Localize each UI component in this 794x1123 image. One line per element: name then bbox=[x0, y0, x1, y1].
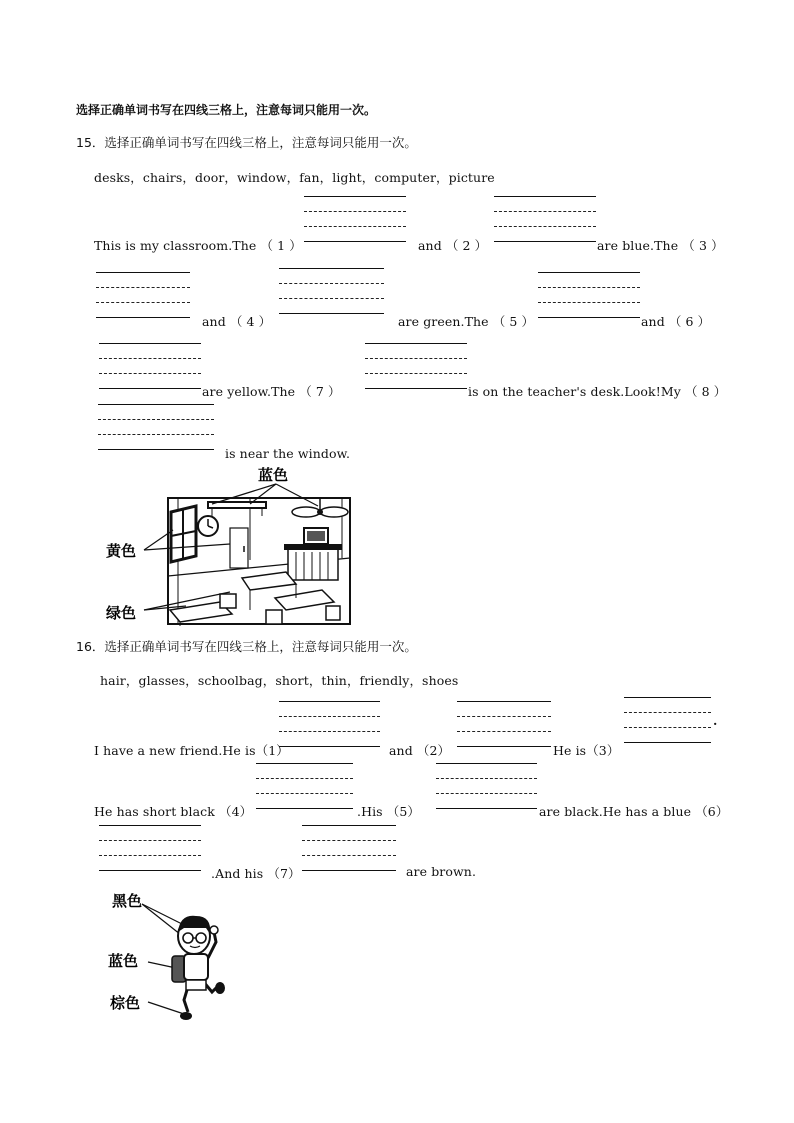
q15-blank-8[interactable] bbox=[98, 404, 214, 452]
q15-line2-text-b: are green.The （ 5 ） bbox=[398, 314, 535, 329]
q16-line3-text-a: .And his （7） bbox=[211, 866, 301, 881]
q15-line2-text-c: and （ 6 ） bbox=[641, 314, 711, 329]
q15-line2-text-a: and （ 4 ） bbox=[202, 314, 272, 329]
q16-blank-4[interactable] bbox=[256, 763, 353, 811]
q16-line1-period: . bbox=[713, 713, 718, 728]
q16-line1-text-a: I have a new friend.He is（1） bbox=[94, 743, 289, 758]
page-heading: 选择正确单词书写在四线三格上，注意每词只能用一次。 bbox=[76, 103, 377, 117]
wall-clock-icon bbox=[198, 516, 218, 536]
q15-line1-text-a: This is my classroom.The （ 1 ） bbox=[94, 238, 302, 253]
q15-blank-2[interactable] bbox=[494, 196, 596, 244]
q16-line3-text-b: are brown. bbox=[406, 864, 477, 879]
q16-blank-3[interactable] bbox=[624, 697, 711, 745]
q15-title: 15．选择正确单词书写在四线三格上，注意每词只能用一次。 bbox=[76, 135, 417, 150]
q15-line1-text-c: are blue.The （ 3 ） bbox=[597, 238, 724, 253]
q16-blank-6[interactable] bbox=[99, 825, 201, 873]
q15-line1-text-b: and （ 2 ） bbox=[418, 238, 488, 253]
q16-blank-1[interactable] bbox=[279, 701, 380, 749]
q16-blank-7[interactable] bbox=[302, 825, 396, 873]
q15-blank-7[interactable] bbox=[365, 343, 467, 391]
teachers-desk-icon bbox=[284, 544, 342, 580]
q15-label-green: 绿色 bbox=[106, 604, 137, 622]
q16-label-brown: 棕色 bbox=[110, 994, 141, 1012]
q16-line1-text-b: and （2） bbox=[389, 743, 451, 758]
boy-illustration bbox=[104, 884, 244, 1029]
q15-blank-5[interactable] bbox=[538, 272, 640, 320]
boy-head-icon bbox=[178, 916, 210, 954]
q15-blank-4[interactable] bbox=[279, 268, 384, 316]
q16-blank-2[interactable] bbox=[457, 701, 551, 749]
q16-line1-text-c: He is（3） bbox=[553, 743, 620, 758]
q15-line3-text-a: are yellow.The （ 7 ） bbox=[202, 384, 341, 399]
q15-line4-text-a: is near the window. bbox=[225, 446, 351, 461]
classroom-illustration bbox=[100, 460, 360, 630]
q15-label-blue: 蓝色 bbox=[258, 466, 289, 484]
q16-title: 16．选择正确单词书写在四线三格上，注意每词只能用一次。 bbox=[76, 639, 417, 654]
window-icon bbox=[171, 506, 196, 562]
q15-line3-text-b: is on the teacher's desk.Look!My （ 8 ） bbox=[468, 384, 727, 399]
q15-blank-6[interactable] bbox=[99, 343, 201, 391]
q16-label-black: 黑色 bbox=[112, 892, 143, 910]
q16-label-blue: 蓝色 bbox=[108, 952, 139, 970]
q15-blank-3[interactable] bbox=[96, 272, 190, 320]
q16-line2-text-a: He has short black （4） bbox=[94, 804, 253, 819]
q16-line2-text-b: .His （5） bbox=[357, 804, 421, 819]
q16-word-bank: hair，glasses，schoolbag，short，thin，friendly，shoes bbox=[100, 673, 459, 688]
q15-label-yellow: 黄色 bbox=[106, 542, 137, 560]
q16-line2-text-c: are black.He has a blue （6） bbox=[539, 804, 729, 819]
q15-blank-1[interactable] bbox=[304, 196, 406, 244]
computer-icon bbox=[304, 528, 328, 544]
door-icon bbox=[230, 528, 248, 568]
q15-word-bank: desks，chairs，door，window，fan，light，computer，picture bbox=[94, 170, 495, 185]
q16-blank-5[interactable] bbox=[436, 763, 537, 811]
